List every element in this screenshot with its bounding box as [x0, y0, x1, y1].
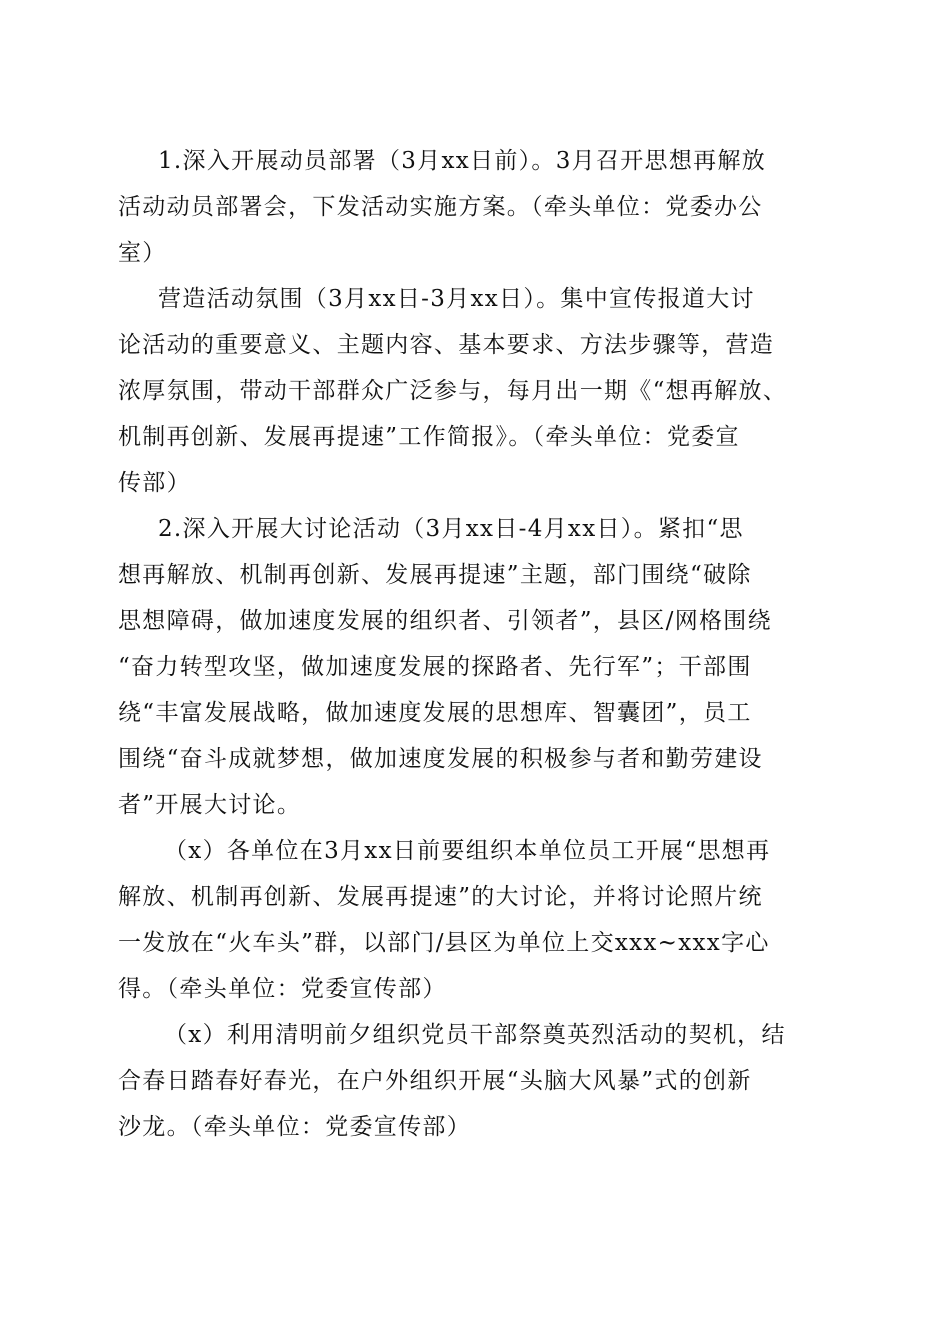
paragraph-mobilization: [118, 138, 836, 276]
text-line: 得。（牵头单位：党委宣传部）: [118, 976, 447, 1002]
text-line: （x）利用清明前夕组织党员干部祭奠英烈活动的契机，结: [164, 1022, 786, 1048]
text-line: 合春日踏春好春光，在户外组织开展“头脑大风暴”式的创新: [118, 1068, 752, 1094]
text-line: 围绕“奋斗成就梦想，做加速度发展的积极参与者和勤劳建设: [118, 746, 763, 772]
paragraph-unit-discussion: [118, 828, 836, 1012]
text-line: 绕“丰富发展战略，做加速度发展的思想库、智囊团”，员工: [118, 700, 752, 726]
text-line: 活动动员部署会，下发活动实施方案。（牵头单位：党委办公: [118, 194, 763, 220]
paragraph-qingming-salon: [118, 1012, 836, 1150]
text-line: （x）各单位在3月xx日前要组织本单位员工开展“思想再: [164, 838, 771, 864]
paragraph-atmosphere: [118, 276, 836, 506]
text-line: 一发放在“火车头”群，以部门/县区为单位上交xxx~xxx字心: [118, 930, 770, 956]
text-line: 室）: [118, 240, 167, 266]
text-line: 2.深入开展大讨论活动（3月xx日-4月xx日）。紧扣“思: [158, 516, 744, 542]
text-line: 沙龙。（牵头单位：党委宣传部）: [118, 1114, 471, 1140]
text-line: “奋力转型攻坚，做加速度发展的探路者、先行军”；干部围: [118, 654, 752, 680]
text-line: 1.深入开展动员部署（3月xx日前）。3月召开思想再解放: [158, 148, 767, 174]
text-line: 想再解放、机制再创新、发展再提速”主题，部门围绕“破除: [118, 562, 752, 588]
text-line: 浓厚氛围，带动干部群众广泛参与，每月出一期《“想再解放、: [118, 378, 788, 404]
paragraph-discussion: [118, 506, 836, 828]
text-line: 者”开展大讨论。: [118, 792, 302, 818]
text-line: 思想障碍，做加速度发展的组织者、引领者”，县区/网格围绕: [118, 608, 772, 634]
text-line: 营造活动氛围（3月xx日-3月xx日）。集中宣传报道大讨: [158, 286, 755, 312]
text-line: 解放、机制再创新、发展再提速”的大讨论，并将讨论照片统: [118, 884, 763, 910]
document-body: [118, 138, 836, 1150]
text-line: 传部）: [118, 470, 191, 496]
text-line: 论活动的重要意义、主题内容、基本要求、方法步骤等，营造: [118, 332, 775, 358]
text-line: 机制再创新、发展再提速”工作简报》。（牵头单位：党委宣: [118, 424, 740, 450]
